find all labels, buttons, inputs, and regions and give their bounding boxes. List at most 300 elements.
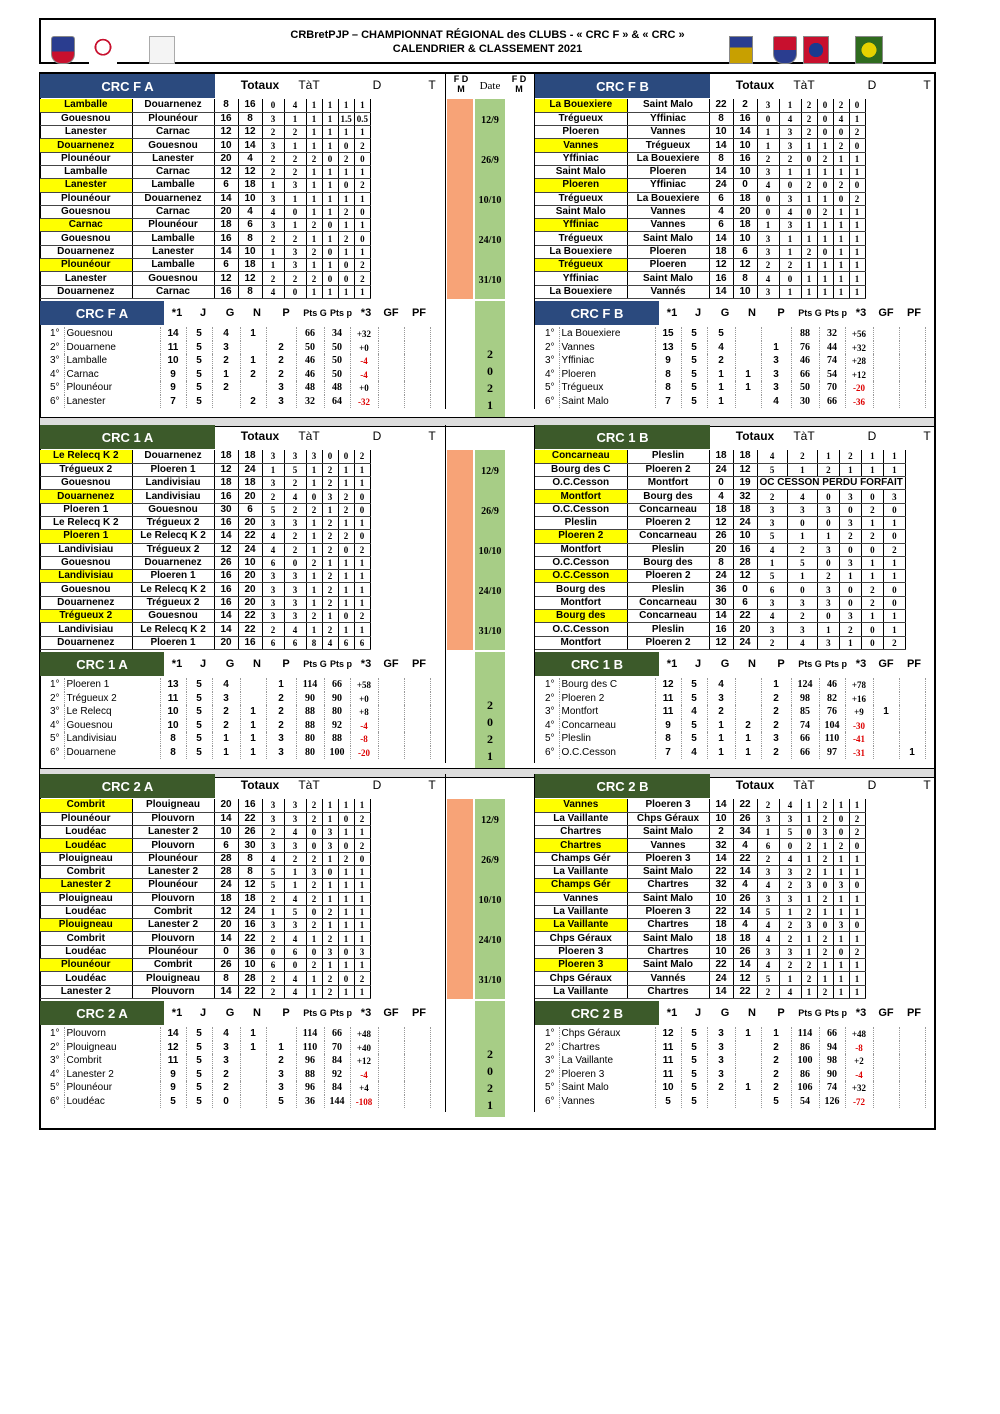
home-team: Bourg des	[535, 610, 627, 623]
score-cell: 3	[284, 450, 306, 463]
score-cell: 1	[849, 112, 865, 125]
score-cell: 1	[354, 192, 370, 205]
score-cell: 2	[839, 623, 861, 636]
rank: 4°	[48, 719, 64, 733]
stat-cell	[404, 395, 430, 409]
score-cell: 1	[322, 556, 338, 569]
stat-cell	[873, 1027, 899, 1041]
stat-cell	[735, 1068, 761, 1082]
stat-cell: 88	[791, 327, 819, 341]
stat-cell: 114	[296, 678, 324, 692]
score-cell: 1	[284, 112, 306, 125]
stat-cell: +0	[350, 381, 378, 395]
standings-row	[48, 381, 430, 395]
score-cell: 1	[322, 812, 338, 825]
score-cell: 0	[322, 152, 338, 165]
team-name: Gouesnou	[64, 327, 160, 341]
rank: 3°	[543, 705, 559, 719]
score-cell: 3	[284, 570, 306, 583]
score-cell: 4	[284, 972, 306, 985]
score-cell: 1	[801, 259, 817, 272]
stat-cell: 46	[791, 354, 819, 368]
score-cell: 4	[284, 99, 306, 112]
score-cell: 2	[801, 839, 817, 852]
rank: 4°	[543, 719, 559, 733]
team-name: Ploeren 1	[64, 678, 160, 692]
stat-cell: -4	[350, 368, 378, 382]
score-cell: 4	[757, 179, 779, 192]
score-cell: 1	[322, 879, 338, 892]
standings-row	[48, 1081, 430, 1095]
home-team: Trégueux 2	[40, 463, 132, 476]
team-name: Ploeren 2	[559, 692, 655, 706]
score-cell: 1	[779, 905, 801, 918]
score-cell: 1	[338, 477, 354, 490]
home-team: Montfort	[535, 543, 627, 556]
block-title: CRC 2 A	[40, 774, 215, 798]
score-cell: 3	[757, 165, 779, 178]
round-date: 10/10	[478, 546, 502, 558]
score-cell: 1	[801, 232, 817, 245]
stat-cell	[378, 1027, 404, 1041]
away-team: Chartres	[627, 985, 709, 998]
standings-col-header: J	[199, 307, 207, 320]
stat-cell: 86	[791, 1041, 819, 1055]
stat-cell	[378, 395, 404, 409]
standings-col-header: N	[253, 307, 261, 320]
score-cell: 0	[354, 530, 370, 543]
score-cell: 1	[779, 245, 801, 258]
score-cell: 3	[839, 610, 861, 623]
score-cell: 1	[354, 932, 370, 945]
stat-cell: 82	[819, 692, 845, 706]
stat-cell: 3	[761, 381, 791, 395]
home-team: Combrit	[40, 799, 132, 812]
score-cell: 24	[709, 179, 733, 192]
stat-cell: -8	[845, 1041, 873, 1055]
club-crest-4-icon	[855, 36, 883, 64]
stat-cell: 50	[296, 341, 324, 355]
stat-cell: 2	[707, 354, 735, 368]
stat-cell	[735, 692, 761, 706]
away-team: Ploeren	[627, 245, 709, 258]
stat-cell	[873, 395, 899, 409]
standings-row	[48, 1027, 430, 1041]
match-row	[535, 570, 905, 583]
stat-cell: 5	[186, 327, 212, 341]
match-row	[40, 945, 370, 958]
score-cell: 26	[238, 826, 262, 839]
score-cell: 1	[833, 799, 849, 812]
home-team: Landivisiau	[40, 623, 132, 636]
club-crest-2-icon	[773, 36, 797, 64]
rank: 2°	[543, 1068, 559, 1082]
score-cell: 0	[833, 126, 849, 139]
score-cell: 1	[322, 165, 338, 178]
match-row	[535, 556, 905, 569]
standings-row	[543, 678, 925, 692]
home-team: Yffiniac	[535, 272, 627, 285]
score-cell: 1	[817, 165, 833, 178]
score-cell: 3	[262, 477, 284, 490]
score-cell: 16	[214, 570, 238, 583]
home-team: Loudéac	[40, 839, 132, 852]
score-cell: 0	[849, 879, 865, 892]
stat-cell	[899, 705, 925, 719]
score-cell: 1	[338, 99, 354, 112]
round-date: 31/10	[478, 975, 502, 987]
stat-cell: 3	[266, 1068, 296, 1082]
score-cell: 2	[817, 570, 839, 583]
score-cell: 1	[849, 259, 865, 272]
rank: 2°	[48, 341, 64, 355]
away-team: Douarnenez	[132, 556, 214, 569]
away-team: Plounéour	[132, 945, 214, 958]
score-cell: 3	[757, 232, 779, 245]
rank: 5°	[48, 381, 64, 395]
standings-row	[48, 368, 430, 382]
stat-cell: 5	[681, 732, 707, 746]
score-cell: 18	[733, 503, 757, 516]
standings-col-header: *1	[666, 307, 678, 320]
score-cell: 1	[322, 503, 338, 516]
score-cell: 0	[839, 503, 861, 516]
home-team: Yffiniac	[535, 152, 627, 165]
score-cell: 0	[214, 945, 238, 958]
score-cell: 0	[262, 99, 284, 112]
score-cell: 2	[817, 892, 833, 905]
score-cell: 1	[801, 219, 817, 232]
score-cell: 1	[354, 285, 370, 298]
stat-cell	[404, 732, 430, 746]
away-team: Pleslin	[627, 543, 709, 556]
score-cell: 3	[322, 839, 338, 852]
year-digit: 2	[487, 347, 493, 362]
column-header-tat: TàT	[793, 429, 815, 443]
score-cell: 6	[214, 259, 238, 272]
stat-cell	[266, 1027, 296, 1041]
away-team: Le Relecq K 2	[132, 583, 214, 596]
score-cell: 1	[849, 272, 865, 285]
standings-col-header: PF	[906, 1007, 922, 1020]
round-date: 24/10	[478, 586, 502, 598]
match-row	[535, 945, 865, 958]
away-team: Trégueux 2	[132, 516, 214, 529]
score-cell: 22	[733, 799, 757, 812]
stat-cell	[873, 1041, 899, 1055]
score-cell: 8	[709, 556, 733, 569]
match-row	[40, 879, 370, 892]
score-cell: 32	[709, 839, 733, 852]
stat-cell: 2	[761, 719, 791, 733]
stat-cell	[899, 1068, 925, 1082]
score-cell: 14	[709, 610, 733, 623]
score-cell: 1	[354, 463, 370, 476]
standings-col-header: N	[748, 307, 756, 320]
stat-cell: 2	[240, 368, 266, 382]
fdm-strip	[447, 99, 473, 299]
away-team: Lanester 2	[132, 919, 214, 932]
rank: 6°	[543, 746, 559, 760]
score-cell: 0	[322, 245, 338, 258]
score-cell: 2	[354, 972, 370, 985]
stat-cell: 104	[819, 719, 845, 733]
score-cell: 3	[779, 945, 801, 958]
score-cell: 6	[262, 959, 284, 972]
score-cell: 4	[733, 919, 757, 932]
away-team: Douarnenez	[132, 99, 214, 112]
score-cell: 8	[709, 112, 733, 125]
stat-cell: 3	[212, 341, 240, 355]
team-name: Chps Géraux	[559, 1027, 655, 1041]
score-cell: 1	[833, 165, 849, 178]
score-cell: 8	[238, 852, 262, 865]
score-cell: 1	[861, 516, 883, 529]
standings-col-header: P	[777, 1007, 785, 1020]
score-cell: 2	[849, 812, 865, 825]
score-cell: 24	[214, 879, 238, 892]
score-cell: 1	[849, 892, 865, 905]
stat-cell: 2	[212, 1068, 240, 1082]
score-cell: 0	[354, 205, 370, 218]
standings-title: CRC 1 A	[40, 652, 164, 676]
score-cell: 0	[839, 543, 861, 556]
score-cell: 26	[733, 892, 757, 905]
team-name: Montfort	[559, 705, 655, 719]
score-cell: 3	[787, 596, 817, 609]
score-cell: 1	[354, 865, 370, 878]
round-date: 26/9	[481, 155, 499, 167]
score-cell: 1	[354, 799, 370, 812]
score-cell: 4	[284, 932, 306, 945]
standings-col-header: *3	[360, 658, 372, 671]
team-name: Vannes	[559, 341, 655, 355]
score-cell: 10	[709, 892, 733, 905]
score-cell: 1	[849, 219, 865, 232]
match-row	[535, 839, 865, 852]
score-cell: 1	[306, 259, 322, 272]
score-cell: 1	[262, 179, 284, 192]
away-team: Concarneau	[627, 610, 709, 623]
round-date: 31/10	[478, 275, 502, 287]
score-cell: 22	[238, 610, 262, 623]
away-team: Ploeren 1	[132, 463, 214, 476]
round-date: 24/10	[478, 235, 502, 247]
home-team: Trégueux	[535, 192, 627, 205]
score-cell: 8	[214, 99, 238, 112]
standings-row	[543, 732, 925, 746]
fdm-strip	[447, 799, 473, 999]
match-row	[40, 583, 370, 596]
stat-cell	[378, 381, 404, 395]
score-cell: 2	[354, 179, 370, 192]
score-cell: 1	[262, 245, 284, 258]
stat-cell: 5	[681, 381, 707, 395]
stat-cell: 96	[296, 1081, 324, 1095]
match-row	[535, 165, 865, 178]
score-cell: 3	[839, 490, 861, 503]
stat-cell: 1	[266, 678, 296, 692]
score-cell: 0	[779, 179, 801, 192]
standings-header	[40, 652, 440, 676]
score-cell: 0	[817, 245, 833, 258]
stat-cell: 10	[160, 719, 186, 733]
stat-cell	[735, 1041, 761, 1055]
stat-cell	[899, 1054, 925, 1068]
rank: 1°	[48, 1027, 64, 1041]
match-row	[535, 139, 865, 152]
stat-cell: 1	[707, 719, 735, 733]
score-cell: 2	[817, 205, 833, 218]
home-team: Landivisiau	[40, 570, 132, 583]
score-cell: 18	[214, 219, 238, 232]
stat-cell: 2	[240, 395, 266, 409]
score-cell: 3	[262, 219, 284, 232]
home-team: Chartres	[535, 839, 627, 852]
score-cell: 0	[338, 972, 354, 985]
match-row	[40, 463, 370, 476]
away-team: Landivisiau	[132, 477, 214, 490]
standings-col-header: *1	[171, 307, 183, 320]
away-team: Lamballe	[132, 232, 214, 245]
score-cell: 1	[787, 463, 817, 476]
away-team: Trégueux	[627, 139, 709, 152]
match-row	[40, 596, 370, 609]
stat-cell: 11	[655, 692, 681, 706]
stat-cell: 94	[819, 1041, 845, 1055]
score-cell: 1	[757, 826, 779, 839]
match-row	[40, 985, 370, 998]
team-name: Plouvorn	[64, 1027, 160, 1041]
stat-cell: 12	[655, 678, 681, 692]
home-team: Plouigneau	[40, 892, 132, 905]
home-team: Loudéac	[40, 905, 132, 918]
stat-cell: -31	[845, 746, 873, 760]
score-cell: 0	[883, 596, 905, 609]
standings-row	[48, 1041, 430, 1055]
stat-cell: 5	[681, 1095, 707, 1109]
score-cell: 4	[757, 959, 779, 972]
stat-cell: 11	[655, 1054, 681, 1068]
score-cell: 1	[817, 450, 839, 463]
score-cell: 3	[839, 556, 861, 569]
score-cell: 5	[262, 879, 284, 892]
home-team: Bourg des C	[535, 463, 627, 476]
score-cell: 2	[262, 152, 284, 165]
score-cell: 1	[833, 932, 849, 945]
score-cell: 18	[214, 450, 238, 463]
stat-cell: 110	[819, 732, 845, 746]
score-cell: 0	[833, 945, 849, 958]
stat-cell	[899, 1081, 925, 1095]
home-team: Ploeren	[535, 126, 627, 139]
stat-cell: 46	[296, 354, 324, 368]
score-cell: 6	[709, 192, 733, 205]
away-team: Lanester	[132, 245, 214, 258]
score-cell: 16	[214, 516, 238, 529]
score-cell: 4	[733, 879, 757, 892]
score-cell: 10	[214, 826, 238, 839]
score-cell: 0	[757, 205, 779, 218]
match-table	[535, 450, 906, 650]
stat-cell	[378, 1081, 404, 1095]
score-cell: 0	[322, 219, 338, 232]
stat-cell: 1	[266, 1041, 296, 1055]
score-cell: 0	[733, 179, 757, 192]
match-row	[535, 932, 865, 945]
score-cell: 12	[733, 972, 757, 985]
score-cell: 1	[833, 219, 849, 232]
score-cell: 4	[779, 799, 801, 812]
score-cell: 2	[801, 99, 817, 112]
stat-cell: 46	[819, 678, 845, 692]
standings-col-header: PF	[906, 307, 922, 320]
standings-row	[543, 368, 925, 382]
score-cell: 34	[733, 826, 757, 839]
match-row	[535, 503, 905, 516]
score-cell: 6	[757, 583, 787, 596]
stat-cell	[899, 341, 925, 355]
standings-header	[535, 1001, 935, 1025]
score-cell: 2	[817, 932, 833, 945]
away-team: Saint Malo	[627, 959, 709, 972]
stat-cell	[404, 354, 430, 368]
stat-cell: 1	[212, 368, 240, 382]
stat-cell	[404, 1068, 430, 1082]
standings-col-header: Pts p	[329, 659, 352, 670]
standings-col-header: P	[777, 658, 785, 671]
score-cell: 3	[262, 192, 284, 205]
score-cell: 0	[861, 623, 883, 636]
score-cell: 24	[238, 905, 262, 918]
score-cell: 1	[306, 932, 322, 945]
away-team: Plouigneau	[132, 972, 214, 985]
rank: 1°	[543, 327, 559, 341]
away-team: Ploeren 2	[627, 636, 709, 649]
score-cell: 16	[733, 112, 757, 125]
score-cell: 14	[214, 245, 238, 258]
standings-table	[543, 678, 926, 759]
score-cell: 2	[338, 205, 354, 218]
home-team: Ploeren	[535, 179, 627, 192]
score-cell: 1	[883, 463, 905, 476]
stat-cell	[735, 327, 761, 341]
stat-cell: 14	[160, 1027, 186, 1041]
score-cell: 8	[238, 232, 262, 245]
standings-col-header: *3	[855, 1007, 867, 1020]
away-team: Lanester 2	[132, 826, 214, 839]
score-cell: 3	[839, 516, 861, 529]
score-cell: 2	[787, 450, 817, 463]
stat-cell: 2	[761, 692, 791, 706]
score-cell: 18	[709, 932, 733, 945]
score-cell: 18	[238, 259, 262, 272]
stat-cell: -4	[350, 354, 378, 368]
score-cell: 14	[733, 126, 757, 139]
match-table	[40, 99, 371, 299]
match-row	[535, 152, 865, 165]
score-cell: 2	[306, 152, 322, 165]
stat-cell	[873, 341, 899, 355]
stat-cell	[404, 1027, 430, 1041]
stat-cell	[899, 732, 925, 746]
score-cell: 0	[817, 879, 833, 892]
score-cell: 1	[284, 219, 306, 232]
score-cell: 1	[322, 99, 338, 112]
score-cell: 32	[709, 879, 733, 892]
score-cell: 1	[833, 285, 849, 298]
score-cell: 22	[709, 959, 733, 972]
